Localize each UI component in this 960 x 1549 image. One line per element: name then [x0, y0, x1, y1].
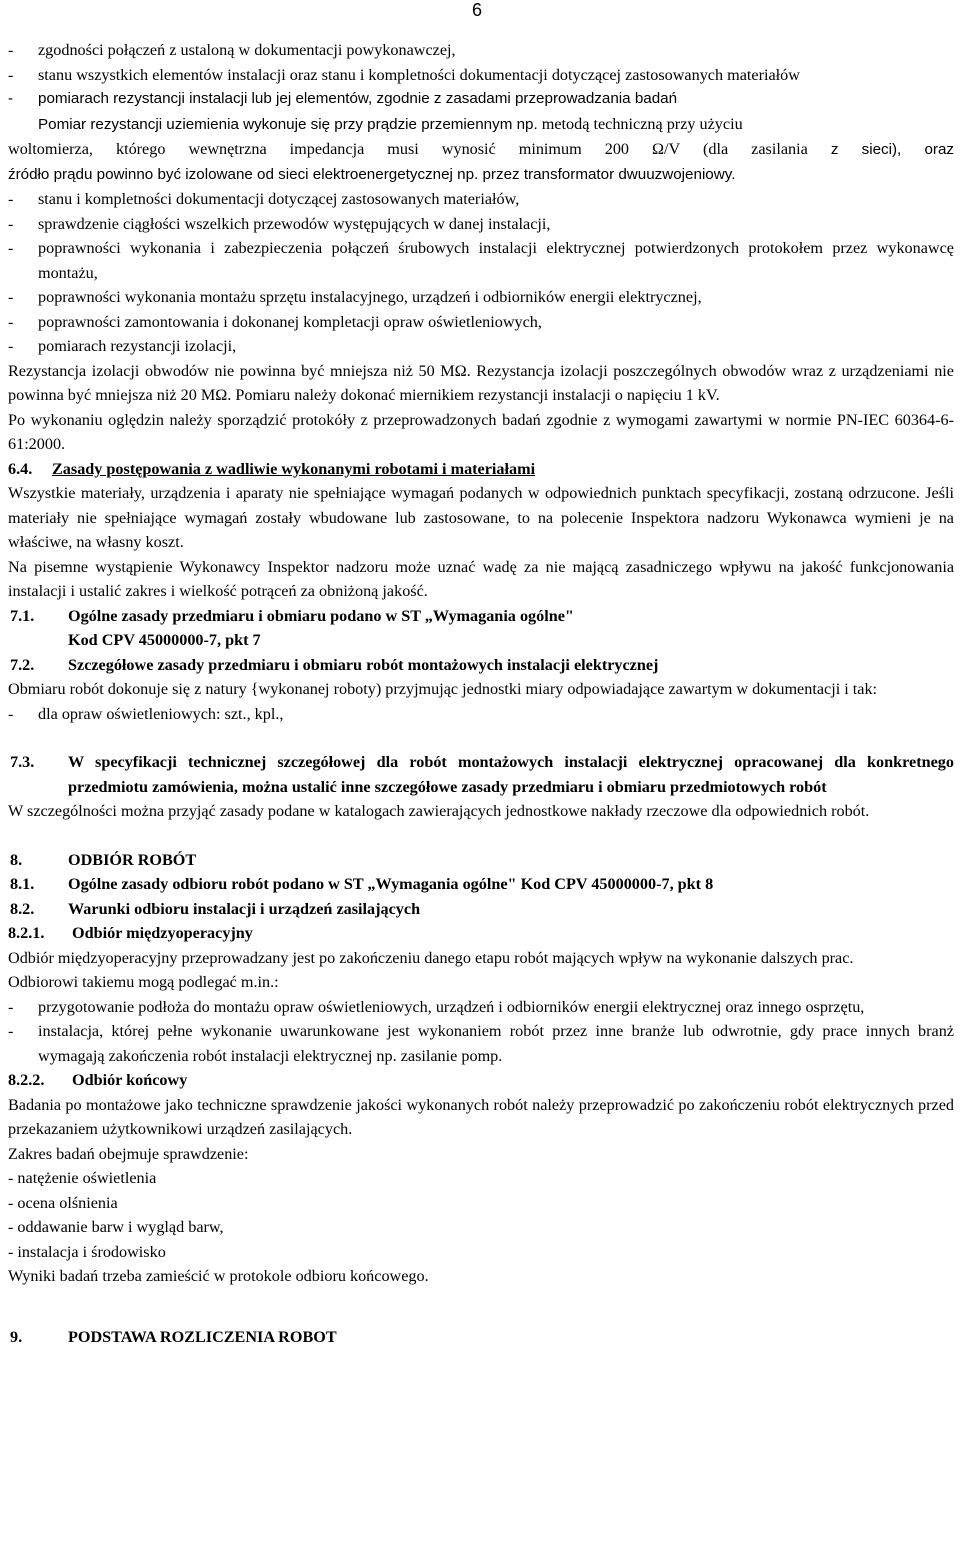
list-item-text: sprawdzenie ciągłości wszelkich przewodów występujących w danej instalacji, — [38, 214, 551, 233]
section-heading-8-1: 8.1. Ogólne zasady odbioru robót podano w ST „Wymagania ogólne" Kod CPV 45000000-7, pkt 8 — [10, 875, 714, 893]
section-8-2-2-paragraph: Wyniki badań trzeba zamieścić w protokole odbioru końcowego. — [8, 1267, 429, 1285]
section-7-2-paragraph: Obmiaru robót dokonuje się z natury {wykonanej roboty) przyjmując jednostki miary odpowiadające zawartym w dokumentacji i tak: — [8, 680, 878, 698]
list-item-text: poprawności zamontowania i dokonanej kompletacji opraw oświetleniowych, — [38, 312, 542, 331]
list-item: - zgodności połączeń z ustaloną w dokumentacji powykonawczej, — [8, 38, 954, 63]
section-heading-7-2: 7.2. Szczegółowe zasady przedmiaru i obmiaru robót montażowych instalacji elektrycznej — [10, 655, 659, 674]
section-6-4-paragraph: Wszystkie materiały, urządzenia i aparaty nie spełniające wymagań podanych w odpowiednich punktach specyfikacji, zostaną odrzucone. Jeśli materiały nie spełniające wymagań zostały wbudowane lub zastosowane, to na polecenie Inspektora nadzoru Wykonawca wymieni je na właściwe, na własny koszt. — [8, 484, 954, 551]
list-item-text: dla opraw oświetleniowych: szt., kpl., — [38, 704, 284, 723]
list-item: - poprawności wykonania i zabezpieczenia połączeń śrubowych instalacji elektrycznej potwierdzonych protokołem przez wykonawcę montażu, — [8, 236, 954, 285]
list-item: - stanu wszystkich elementów instalacji oraz stanu i kompletności dokumentacji dotyczącej zastosowanych materiałów — [8, 63, 954, 88]
list-item-text: stanu i kompletności dokumentacji dotyczącej zastosowanych materiałów, — [38, 190, 520, 208]
earth-para: Pomiar rezystancji uziemienia wykonuje się przy prądzie przemiennym np. metodą techniczną przy użyciu — [38, 114, 743, 133]
section-heading-8: 8. ODBIÓR ROBÓT — [10, 850, 197, 869]
list-item-text: zgodności połączeń z ustaloną w dokumentacji powykonawczej, — [38, 41, 456, 59]
list-item: - przygotowanie podłoża do montażu opraw oświetleniowych, urządzeń i odbiorników energii elektrycznej oraz innego osprzętu, — [8, 995, 954, 1020]
inspection-paragraph: Po wykonaniu oględzin należy sporządzić protokóły z przeprowadzonych badań zgodnie z wymogami zawartymi w normie PN-IEC 60364-6-61:2000. — [8, 410, 954, 453]
insulation-paragraph: Rezystancja izolacji obwodów nie powinna być mniejsza niż 50 MΩ. Rezystancja izolacji poszczególnych obwodów wraz z urządzeniami nie powinna być mniejsza niż 20 MΩ. Pomiaru należy dokonać miernikiem rezystancji instalacji o napięciu 1 kV. — [8, 361, 954, 404]
section-7-3-paragraph: W szczególności można przyjąć zasady podane w katalogach zawierających jednostkowe nakłady rzeczowe dla odpowiednich robót. — [8, 802, 870, 820]
document-body: - zgodności połączeń z ustaloną w dokumentacji powykonawczej, - stanu wszystkich elementów instalacji oraz stanu i kompletności dokumentacji dotyczącej zastosowanych materiałów - pomiarach rezystancji instalacji lub jej elementów, zgodnie z zasadami przeprowadzania badań Pomiar rezystancji uziemienia wykonuje się przy prądzie przemiennym np. metodą techniczną przy użyciu woltomierza, którego wewnętrzna impedancja musi wynosić minimum 200 Ω/V (dla zasilania z sieci), oraz źródło prądu powinno być izolowane od sieci elektroenergetycznej np. przez transformator dwuuzwojeniowy. - stanu i kompletności dokumentacji dotyczącej zastosowanych materiałów, - sprawdzenie ciągłości wszelkich przewodów występujących w danej instalacji, - poprawności wykonania i zabezpieczenia połączeń śrubowych instalacji elektrycznej potwierdzonych protokołem przez wykonawcę montażu, - poprawności wykonania montażu sprzętu instalacyjnego, urządzeń i odbiorników energii elektrycznej, - poprawności zamontowania i dokonanej kompletacji opraw oświetleniowych, - pomiarach rezystancji izolacji, Rezystancja izolacji obwodów nie powinna być mniejsza niż 50 MΩ. Rezystancja izolacji poszczególnych obwodów wraz z urządzeniami nie powinna być mniejsza niż 20 MΩ. Pomiaru należy dokonać miernikiem rezystancji instalacji o napięciu 1 kV. Po wykonaniu oględzin należy sporządzić protokóły z przeprowadzonych badań zgodnie z wymogami zawartymi w normie PN-IEC 60364-6-61:2000. 6.4. Zasady postępowania z wadliwie wykonanymi robotami i materiałami Wszystkie materiały, urządzenia i aparaty nie spełniające wymagań podanych w odpowiednich punktach specyfikacji, zostaną odrzucone. Jeśli materiały nie spełniające wymagań zostały wbudowane lub zastosowane, to na polecenie Inspektora nadzoru Wykonawca wymieni je na właściwe, na własny koszt. Na pisemne wystąpienie Wykonawcy Inspektor nadzoru może uznać wadę za nie mającą zasadniczego wpływu na jakość funkcjonowania instalacji i ustalić zakres i wielkość potrąceń za obniżoną jakość. 7.1. Ogólne zasady przedmiaru i obmiaru podano w ST „Wymagania ogólne" Kod CPV 45000000-7, pkt 7 7.2. Szczegółowe zasady przedmiaru i obmiaru robót montażowych instalacji elektrycznej Obmiaru robót dokonuje się z natury {wykonanej roboty) przyjmując jednostki miary odpowiadające zawartym w dokumentacji i tak: - dla opraw oświetleniowych: szt., kpl., 7.3. W specyfikacji technicznej szczegółowej dla robót montażowych instalacji elektrycznej opracowanej dla konkretnego przedmiotu zamówienia, można ustalić inne szczegółowe zasady przedmiaru i obmiaru przedmiotowych robót W szczególności można przyjąć zasady podane w katalogach zawierających jednostkowe nakłady rzeczowe dla odpowiednich robót. 8. ODBIÓR ROBÓT 8.1. Ogólne zasady odbioru robót podano w ST „Wymagania ogólne" Kod CPV 45000000-7, pkt 8 8.2. Warunki odbioru instalacji i urządzeń zasilających 8.2.1. Odbiór międzyoperacyjny Odbiór międzyoperacyjny przeprowadzany jest po zakończeniu danego etapu robót mających wpływ na wykonanie dalszych prac. Odbiorowi takiemu mogą podlegać m.in.: - przygotowanie podłoża do montażu opraw oświetleniowych, urządzeń i odbiorników energii elektrycznej oraz innego osprzętu, - instalacja, której pełne wykonanie uwarunkowane jest wykonaniem robót przez inne branże lub odwrotnie, gdy prace innych branż wymagają zakończenia robót instalacji elektrycznej np. zasilanie pomp. 8.2.2. Odbiór końcowy Badania po montażowe jako techniczne sprawdzenie jakości wykonanych robót należy przeprowadzić po zakończeniu robót elektrycznych przed przekazaniem użytkownikowi urządzeń zasilających. Zakres badań obejmuje sprawdzenie: - natężenie oświetlenia - ocena olśnienia - oddawanie barw i wygląd barw, - instalacja i środowisko Wyniki badań trzeba zamieścić w protokole odbioru końcowego. 9. PODSTAWA ROZLICZENIA ROBOT — [8, 38, 954, 1349]
section-heading-7-1: 7.1. Ogólne zasady przedmiaru i obmiaru podano w ST „Wymagania ogólne" Kod CPV 45000000-7, pkt 7 — [10, 606, 574, 649]
list-item: - pomiarach rezystancji instalacji lub jej elementów, zgodnie z zasadami przeprowadzania badań — [8, 87, 954, 112]
list-item: - oddawanie barw i wygląd barw, — [8, 1218, 224, 1236]
list-item: - instalacja i środowisko — [8, 1242, 166, 1261]
list-item: - sprawdzenie ciągłości wszelkich przewodów występujących w danej instalacji, — [8, 212, 954, 237]
section-heading-9: 9. PODSTAWA ROZLICZENIA ROBOT — [10, 1327, 337, 1346]
page-number: 6 — [472, 0, 483, 20]
list-item: - dla opraw oświetleniowych: szt., kpl., — [8, 702, 954, 727]
list-item: - poprawności wykonania montażu sprzętu instalacyjnego, urządzeń i odbiorników energii elektrycznej, — [8, 285, 954, 310]
list-item-text: poprawności wykonania i zabezpieczenia połączeń śrubowych instalacji elektrycznej potwierdzonych protokołem przez wykonawcę montażu, — [38, 239, 954, 282]
section-heading-8-2-1: 8.2.1. Odbiór międzyoperacyjny — [8, 924, 253, 942]
list-item-text: przygotowanie podłoża do montażu opraw oświetleniowych, urządzeń i odbiorników energii elektrycznej oraz innego osprzętu, — [38, 997, 865, 1016]
section-8-2-1-paragraph: Odbiór międzyoperacyjny przeprowadzany jest po zakończeniu danego etapu robót mających wpływ na wykonanie dalszych prac. — [8, 948, 854, 967]
list-item: - stanu i kompletności dokumentacji dotyczącej zastosowanych materiałów, — [8, 187, 954, 212]
list-item-text: instalacja, której pełne wykonanie uwarunkowane jest wykonaniem robót przez inne branże lub odwrotnie, gdy prace innych branż wymagają zakończenia robót instalacji elektrycznej np. zasilanie pomp. — [38, 1022, 954, 1065]
section-heading-6-4: 6.4. Zasady postępowania z wadliwie wykonanymi robotami i materiałami — [8, 459, 536, 478]
list-item-text: pomiarach rezystancji izolacji, — [38, 337, 237, 355]
list-item: - natężenie oświetlenia — [8, 1169, 157, 1187]
section-heading-8-2: 8.2. Warunki odbioru instalacji i urządzeń zasilających — [10, 899, 421, 918]
section-6-4-paragraph: Na pisemne wystąpienie Wykonawcy Inspektor nadzoru może uznać wadę za nie mającą zasadniczego wpływu na jakość funkcjonowania instalacji i ustalić zakres i wielkość potrąceń za obniżoną jakość. — [8, 557, 954, 600]
list-item: - instalacja, której pełne wykonanie uwarunkowane jest wykonaniem robót przez inne branże lub odwrotnie, gdy prace innych branż wymagają zakończenia robót instalacji elektrycznej np. zasilanie pomp. — [8, 1019, 954, 1068]
list-item-text: stanu wszystkich elementów instalacji oraz stanu i kompletności dokumentacji dotyczącej zastosowanych materiałów — [38, 65, 800, 84]
list-item-text: pomiarach rezystancji instalacji lub jej elementów, zgodnie z zasadami przeprowadzania badań — [38, 90, 678, 107]
list-item: - poprawności zamontowania i dokonanej kompletacji opraw oświetleniowych, — [8, 310, 954, 335]
section-8-2-2-paragraph: Badania po montażowe jako techniczne sprawdzenie jakości wykonanych robót należy przeprowadzić po zakończeniu robót elektrycznych przed przekazaniem użytkownikowi urządzeń zasilających. — [8, 1095, 954, 1138]
section-heading-7-3: 7.3. W specyfikacji technicznej szczegółowej dla robót montażowych instalacji elektrycznej opracowanej dla konkretnego przedmiotu zamówienia, można ustalić inne szczegółowe zasady przedmiaru i obmiaru przedmiotowych robót — [10, 753, 954, 796]
section-heading-8-2-2: 8.2.2. Odbiór końcowy — [8, 1071, 188, 1089]
list-item: - pomiarach rezystancji izolacji, — [8, 334, 954, 359]
section-8-2-1-paragraph: Odbiorowi takiemu mogą podlegać m.in.: — [8, 973, 279, 991]
list-item: - ocena olśnienia — [8, 1193, 118, 1212]
section-8-2-2-paragraph: Zakres badań obejmuje sprawdzenie: — [8, 1144, 249, 1163]
list-item-text: poprawności wykonania montażu sprzętu instalacyjnego, urządzeń i odbiorników energii elektrycznej, — [38, 288, 702, 306]
